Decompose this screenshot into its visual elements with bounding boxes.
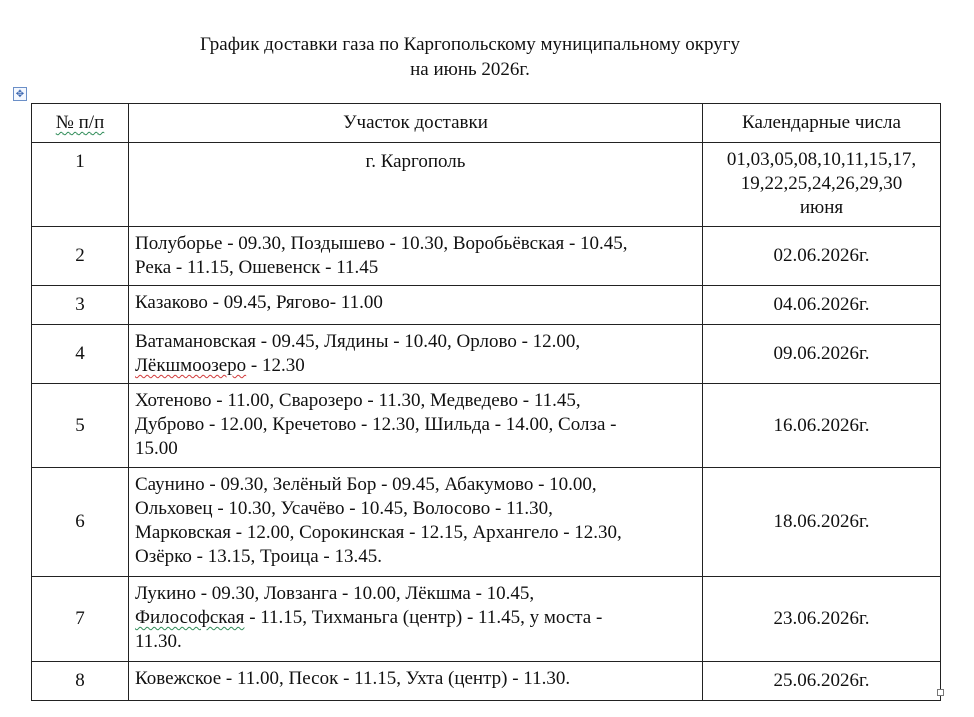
header-area: Участок доставки: [129, 104, 703, 143]
row-date: 25.06.2026г.: [703, 662, 941, 701]
table-row: [32, 577, 941, 662]
row-date: 18.06.2026г.: [703, 468, 941, 577]
row-date: 04.06.2026г.: [703, 286, 941, 325]
table-row: [32, 227, 941, 286]
row-num: 8: [32, 662, 129, 701]
header-dates: Календарные числа: [703, 104, 941, 143]
row-date: 23.06.2026г.: [703, 577, 941, 662]
row-num: 3: [32, 286, 129, 325]
row-num: 7: [32, 577, 129, 662]
table-row: [32, 662, 941, 701]
table-move-handle-icon[interactable]: ✥: [13, 87, 27, 101]
row-num: 6: [32, 468, 129, 577]
table-row: [32, 286, 941, 325]
spellcheck-word: Лёкшмоозеро: [135, 355, 247, 376]
row-date: 02.06.2026г.: [703, 227, 941, 286]
row-area: Хотеново - 11.00, Сварозеро - 11.30, Медведево - 11.45, Дуброво - 12.00, Кречетово - 12.30, Шильда - 14.00, Солза - 15.00: [129, 384, 703, 468]
row-num: 1: [32, 143, 129, 227]
row-area: Саунино - 09.30, Зелёный Бор - 09.45, Абакумово - 10.00, Ольховец - 10.30, Усачёво - 10.45, Волосово - 11.30, Марковская - 12.00, Сорокинская - 12.15, Архангело - 12.30, Озёрко - 13.15, Троица - 13.45.: [129, 468, 703, 577]
row-num: 5: [32, 384, 129, 468]
row-num: 2: [32, 227, 129, 286]
grammar-check-word: Философская: [135, 607, 245, 628]
row-area: Лукино - 09.30, Ловзанга - 10.00, Лёкшма - 10.45, Философская - 11.15, Тихманьга (центр) - 11.45, у моста - 11.30.: [129, 577, 703, 662]
table-row: [32, 325, 941, 384]
table-row: [32, 384, 941, 468]
row-date: 09.06.2026г.: [703, 325, 941, 384]
title-line-2: на июнь 2026г.: [410, 59, 530, 80]
delivery-schedule-table: [31, 103, 941, 701]
title-line-1: График доставки газа по Каргопольскому муниципальному округу: [200, 34, 740, 55]
row-area: Ковежское - 11.00, Песок - 11.15, Ухта (центр) - 11.30.: [129, 662, 703, 701]
row-num: 4: [32, 325, 129, 384]
row-date: 16.06.2026г.: [703, 384, 941, 468]
document-title: [0, 32, 940, 82]
table-resize-handle-icon[interactable]: [937, 689, 944, 696]
row-area: Полуборье - 09.30, Поздышево - 10.30, Воробьёвская - 10.45, Река - 11.15, Ошевенск - 11.45: [129, 227, 703, 286]
table-row: [32, 143, 941, 227]
table-row: [32, 468, 941, 577]
table-header-row: [32, 104, 941, 143]
row-area: Казаково - 09.45, Рягово- 11.00: [129, 286, 703, 325]
row-area: Ватамановская - 09.45, Лядины - 10.40, Орлово - 12.00, Лёкшмоозеро - 12.30: [129, 325, 703, 384]
row-dates: 01,03,05,08,10,11,15,17, 19,22,25,24,26,29,30 июня: [703, 143, 941, 227]
header-num: № п/п: [32, 104, 129, 143]
row-area: г. Каргополь: [129, 143, 703, 227]
